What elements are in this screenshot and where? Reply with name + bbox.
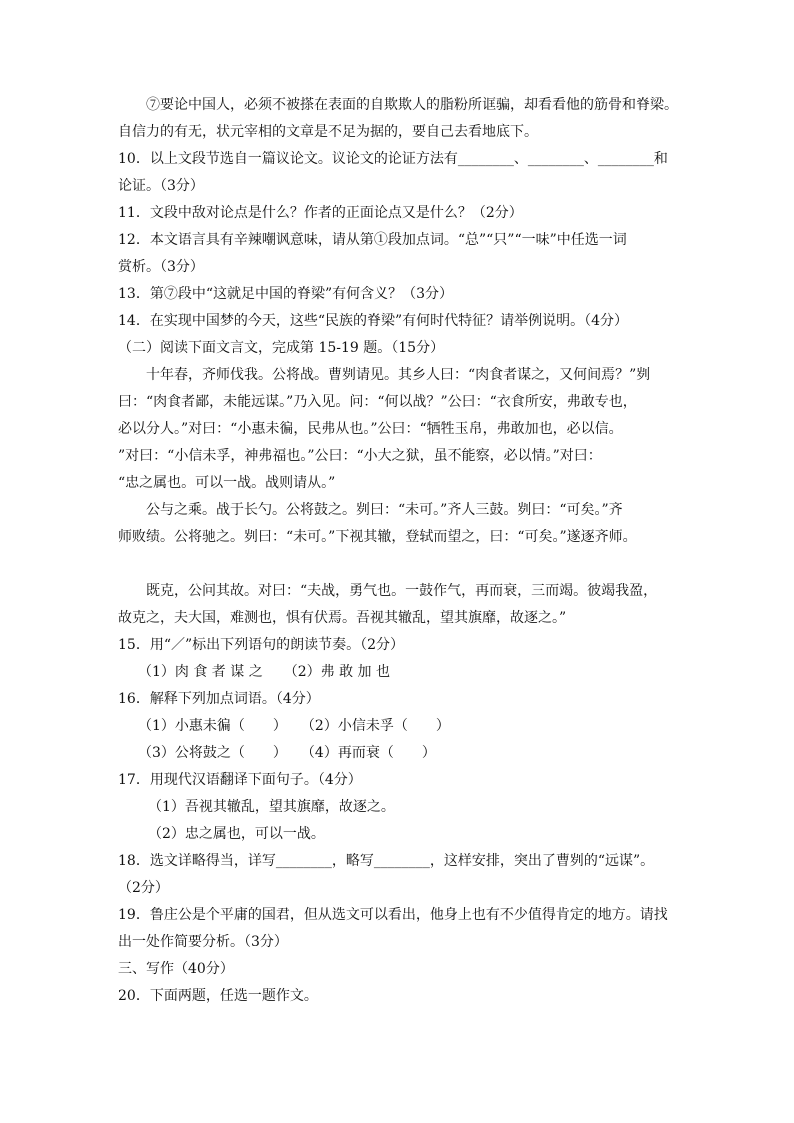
question-11: 11．文段中敌对论点是什么？作者的正面论点又是什么？（2分） <box>118 205 523 221</box>
sub-item: （2）忠之属也，可以一战。 <box>148 826 325 842</box>
question-10: 10．以上文段节选自一篇议论文。议论文的论证方法有________、________、________和 <box>118 151 668 167</box>
sub-item: （1）小惠未徧（ ） （2）小信未孚（ ） <box>138 718 450 734</box>
section-heading: （二）阅读下面文言文，完成第 15-19 题。（15分） <box>118 340 445 356</box>
classical-text-line: 公与之乘。战于长勺。公将鼓之。刿曰：“未可。”齐人三鼓。刿曰：“可矣。”齐 <box>146 502 623 518</box>
text-line: ⑦要论中国人，必须不被搽在表面的自欺欺人的脂粉所诓骗，却看看他的筋骨和脊梁。 <box>146 97 678 113</box>
sub-item: （1）吾视其辙乱，望其旗靡，故逐之。 <box>148 799 395 815</box>
question-18: 18．选文详略得当，详写________，略写________，这样安排，突出了曹刿的“远谋”。 <box>118 853 655 869</box>
classical-text-line: 故克之，夫大国，难测也，惧有伏焉。吾视其辙乱，望其旗靡，故逐之。” <box>118 610 567 626</box>
section-heading: 三、写作（40分） <box>118 961 234 977</box>
text-line: 自信力的有无，状元宰相的文章是不足为据的，要自己去看地底下。 <box>118 124 538 140</box>
text-line: 赏析。（3分） <box>118 259 204 275</box>
question-13: 13．第⑦段中“这就足中国的脊梁”有何含义？（3分） <box>118 286 454 302</box>
classical-text-line: 师败绩。公将驰之。刿曰：“未可。”下视其辙，登轼而望之，曰：“可矣。”遂逐齐师。 <box>118 529 637 545</box>
text-line: 出一处作简要分析。（3分） <box>118 934 288 950</box>
classical-text-line: 必以分人。”对曰：“小惠未徧，民弗从也。”公曰：“牺牲玉帛，弗敢加也，必以信。 <box>118 421 623 437</box>
question-19: 19．鲁庄公是个平庸的国君，但从选文可以看出，他身上也有不少值得肯定的地方。请找 <box>118 907 668 923</box>
sub-item: （1）肉 食 者 谋 之 （2）弗 敢 加 也 <box>138 664 390 680</box>
question-14: 14．在实现中国梦的今天，这些“民族的脊梁”有何时代特征？请举例说明。（4分） <box>118 313 629 329</box>
classical-text-line: 十年春，齐师伐我。公将战。曹刿请见。其乡人曰：“肉食者谋之，又何间焉？”刿 <box>146 367 651 383</box>
question-20: 20．下面两题，任选一题作文。 <box>118 988 318 1004</box>
classical-text-line: “忠之属也。可以一战。战则请从。” <box>118 475 336 491</box>
classical-text-line: 曰：“肉食者鄙，未能远谋。”乃入见。问：“何以战？”公曰：“衣食所安，弗敢专也， <box>118 394 637 410</box>
sub-item: （3）公将鼓之（ ） （4）再而衰（ ） <box>138 745 436 761</box>
question-17: 17．用现代汉语翻译下面句子。（4分） <box>118 772 362 788</box>
classical-text-line: ”对曰：“小信未孚，神弗福也。”公曰：“小大之狱，虽不能察，必以情。”对曰： <box>118 448 602 464</box>
question-16: 16．解释下列加点词语。（4分） <box>118 691 320 707</box>
question-12: 12．本文语言具有辛辣嘲讽意味，请从第①段加点词。“总”“只”“一味”中任选一词 <box>118 232 627 248</box>
question-15: 15．用“／”标出下列语句的朗读节奏。（2分） <box>118 637 405 653</box>
document-page <box>118 92 678 1010</box>
classical-text-line: 既克，公问其故。对曰：“夫战，勇气也。一鼓作气，再而衰，三而竭。彼竭我盈， <box>146 583 658 599</box>
text-line: 论证。（3分） <box>118 178 204 194</box>
text-line: （2分） <box>118 880 169 896</box>
